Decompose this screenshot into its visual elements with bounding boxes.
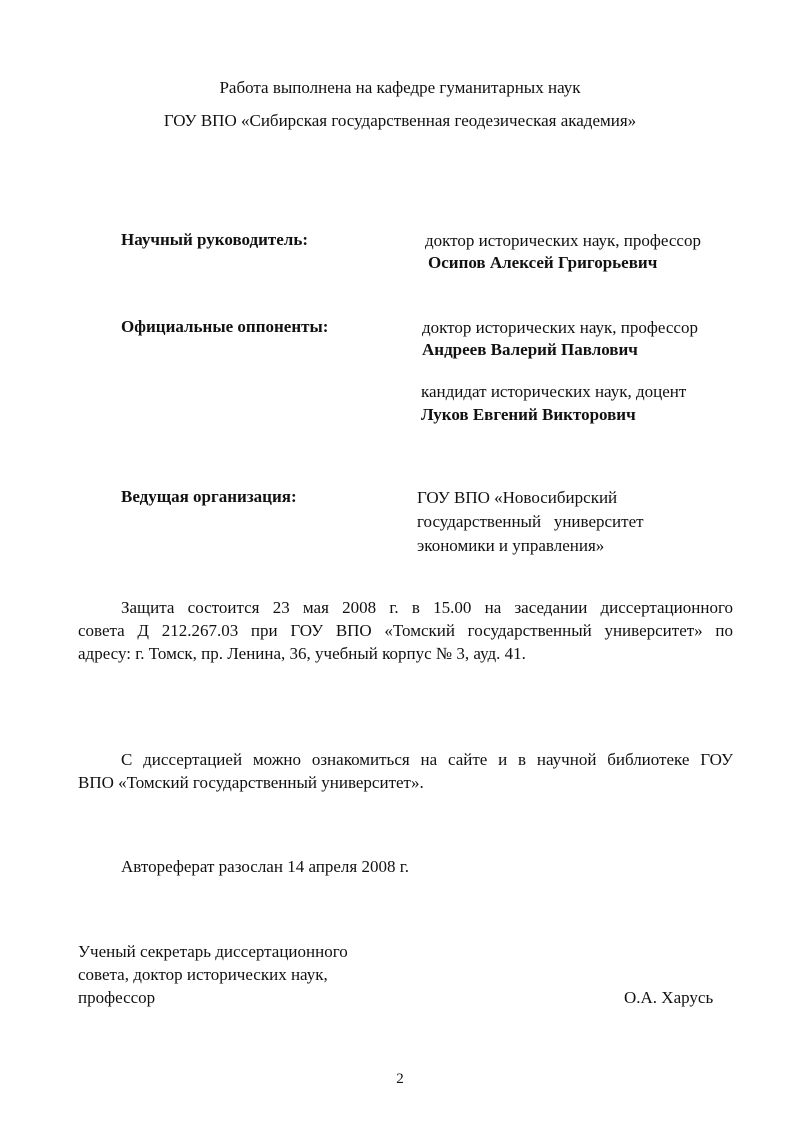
leading-org-line-2: государственный университет xyxy=(417,512,644,531)
library-line-2: ВПО «Томский государственный университет». xyxy=(78,773,424,792)
opponent-1-name: Андреев Валерий Павлович xyxy=(422,340,638,359)
supervisor-label: Научный руководитель: xyxy=(121,230,308,249)
leading-org-line-3: экономики и управления» xyxy=(417,536,605,555)
header-line-1: Работа выполнена на кафедре гуманитарных наук xyxy=(219,78,581,97)
page-number: 2 xyxy=(396,1071,404,1087)
supervisor-name: Осипов Алексей Григорьевич xyxy=(428,253,658,272)
supervisor-degree: доктор исторических наук, профессор xyxy=(425,231,701,250)
library-line-1: С диссертацией можно ознакомиться на сайте и в научной библиотеке ГОУ xyxy=(121,750,733,769)
library-paragraph xyxy=(78,748,733,794)
header-line-2: ГОУ ВПО «Сибирская государственная геодезическая академия» xyxy=(163,111,637,130)
secretary-line-1: Ученый секретарь диссертационного xyxy=(78,942,348,961)
opponent-2-name: Луков Евгений Викторович xyxy=(421,405,636,424)
abstract-sent-date: Автореферат разослан 14 апреля 2008 г. xyxy=(121,857,410,876)
defense-line-1: Защита состоится 23 мая 2008 г. в 15.00 на заседании диссертационного xyxy=(121,598,733,617)
opponent-1-degree: доктор исторических наук, профессор xyxy=(422,318,698,337)
leading-org-label: Ведущая организация: xyxy=(121,487,297,506)
secretary-line-3: профессор xyxy=(78,988,156,1007)
opponents-label: Официальные оппоненты: xyxy=(121,317,329,336)
secretary-name: О.А. Харусь xyxy=(624,988,714,1007)
opponent-2-degree: кандидат исторических наук, доцент xyxy=(421,382,687,401)
leading-org-line-1: ГОУ ВПО «Новосибирский xyxy=(417,488,618,507)
defense-paragraph xyxy=(78,596,733,665)
defense-line-3: адресу: г. Томск, пр. Ленина, 36, учебный корпус № 3, ауд. 41. xyxy=(78,644,526,663)
defense-line-2: совета Д 212.267.03 при ГОУ ВПО «Томский государственный университет» по xyxy=(78,621,733,640)
secretary-line-2: совета, доктор исторических наук, xyxy=(78,965,328,984)
